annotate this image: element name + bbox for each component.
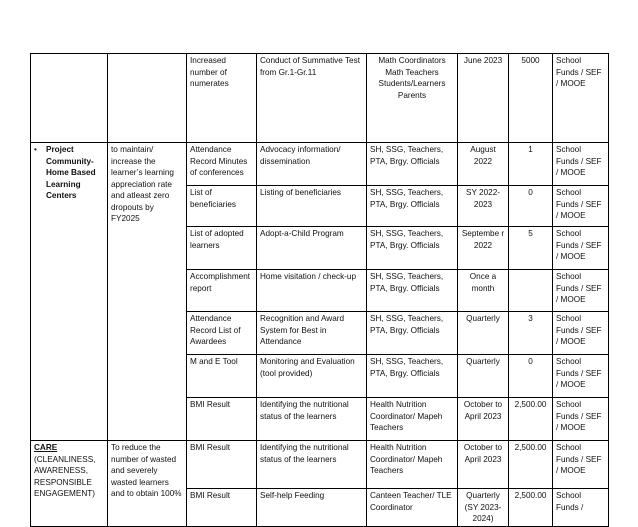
persons-cell: SH, SSG, Teachers, PTA, Brgy. Officials (367, 143, 458, 186)
source-cell: School Funds / SEF / MOOE (553, 186, 609, 227)
timeline-cell: Quarterly (458, 355, 509, 398)
action-plan-table (30, 53, 609, 527)
budget-cell: 2,500.00 (509, 441, 553, 489)
budget-cell: 5 (509, 227, 553, 270)
table-row (31, 143, 609, 186)
budget-cell: 0 (509, 355, 553, 398)
output-cell: BMI Result (187, 398, 257, 441)
output-cell: BMI Result (187, 441, 257, 489)
source-cell: School Funds / SEF / MOOE (553, 270, 609, 312)
care-subtitle: (CLEANLINESS, AWARENESS, RESPONSIBLE ENGAGEMENT) (34, 454, 96, 498)
timeline-cell: SY 2022-2023 (458, 186, 509, 227)
source-cell: School Funds / SEF / MOOE (553, 54, 609, 143)
budget-cell: 0 (509, 186, 553, 227)
bullet-icon: • (34, 145, 37, 154)
output-cell: Attendance Record Minutes of conferences (187, 143, 257, 186)
source-cell: School Funds / (553, 489, 609, 527)
care-objective-cell: To reduce the number of wasted and severely wasted learners and to obtain 100% (108, 441, 187, 527)
budget-cell: 2,500.00 (509, 489, 553, 527)
persons-cell: SH, SSG, Teachers, PTA, Brgy. Officials (367, 355, 458, 398)
persons-cell: SH, SSG, Teachers, PTA, Brgy. Officials (367, 186, 458, 227)
output-cell: BMI Result (187, 489, 257, 527)
activity-cell: Advocacy information/ dissemination (257, 143, 367, 186)
timeline-cell: October to April 2023 (458, 441, 509, 489)
persons-cell: Math Coordinators Math Teachers Students/Learners Parents (367, 54, 458, 143)
persons-cell: SH, SSG, Teachers, PTA, Brgy. Officials (367, 270, 458, 312)
activity-cell: Identifying the nutritional status of the learners (257, 398, 367, 441)
timeline-cell: Once a month (458, 270, 509, 312)
activity-cell: Adopt-a-Child Program (257, 227, 367, 270)
budget-cell: 3 (509, 312, 553, 355)
objective-cell-empty (108, 54, 187, 143)
activity-cell: Conduct of Summative Test from Gr.1-Gr.11 (257, 54, 367, 143)
persons-cell: Health Nutrition Coordinator/ Mapeh Teachers (367, 441, 458, 489)
strategy-cell-empty (31, 54, 108, 143)
output-cell: Increased number of numerates (187, 54, 257, 143)
output-cell: List of adopted learners (187, 227, 257, 270)
budget-cell (509, 270, 553, 312)
table-row (31, 54, 609, 143)
budget-cell: 5000 (509, 54, 553, 143)
persons-cell: SH, SSG, Teachers, PTA, Brgy. Officials (367, 227, 458, 270)
output-cell: Accomplishment report (187, 270, 257, 312)
persons-cell: Health Nutrition Coordinator/ Mapeh Teachers (367, 398, 458, 441)
output-cell: M and E Tool (187, 355, 257, 398)
strategy-cell (31, 143, 108, 441)
source-cell: School Funds / SEF / MOOE (553, 355, 609, 398)
activity-cell: Recognition and Award System for Best in Attendance (257, 312, 367, 355)
persons-cell: Canteen Teacher/ TLE Coordinator (367, 489, 458, 527)
output-cell: Attendance Record List of Awardees (187, 312, 257, 355)
activity-cell: Self-help Feeding (257, 489, 367, 527)
timeline-cell: August 2022 (458, 143, 509, 186)
source-cell: School Funds / SEF / MOOE (553, 441, 609, 489)
table-row (31, 441, 609, 489)
timeline-cell: Septembe r 2022 (458, 227, 509, 270)
budget-cell: 1 (509, 143, 553, 186)
care-title: CARE (34, 443, 58, 452)
timeline-cell: Quarterly (458, 312, 509, 355)
timeline-cell: Quarterly (SY 2023-2024) (458, 489, 509, 527)
activity-cell: Identifying the nutritional status of the learners (257, 441, 367, 489)
activity-cell: Listing of beneficiaries (257, 186, 367, 227)
project-title (34, 144, 104, 202)
activity-cell: Home visitation / check-up (257, 270, 367, 312)
activity-cell: Monitoring and Evaluation (tool provided) (257, 355, 367, 398)
source-cell: School Funds / SEF / MOOE (553, 398, 609, 441)
timeline-cell: October to April 2023 (458, 398, 509, 441)
source-cell: School Funds / SEF / MOOE (553, 312, 609, 355)
timeline-cell: June 2023 (458, 54, 509, 143)
project-title-text: Project Community-Home Based Learning Centers (46, 145, 96, 200)
objective-cell: to maintain/ increase the learner’s learning appreciation rate and atleast zero dropouts by FY2025 (108, 143, 187, 441)
output-cell: List of beneficiaries (187, 186, 257, 227)
source-cell: School Funds / SEF / MOOE (553, 143, 609, 186)
care-strategy-cell (31, 441, 108, 527)
persons-cell: SH, SSG, Teachers, PTA, Brgy. Officials (367, 312, 458, 355)
budget-cell: 2,500.00 (509, 398, 553, 441)
source-cell: School Funds / SEF / MOOE (553, 227, 609, 270)
